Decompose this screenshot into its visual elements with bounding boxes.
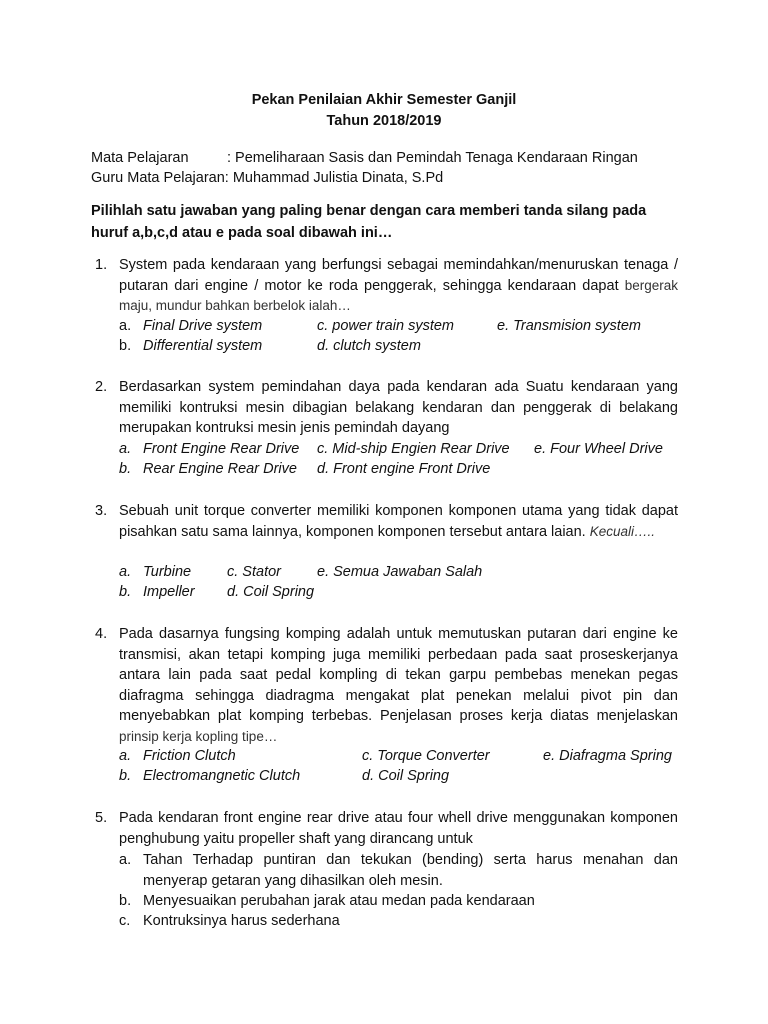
question-text xyxy=(119,624,678,748)
option-letter: b. xyxy=(119,338,132,354)
question-number: 1. xyxy=(95,257,108,273)
option-d[interactable]: d. Front engine Front Drive xyxy=(317,461,491,477)
question-body: Pada dasarnya fungsing komping adalah untuk memutuskan putaran dari engine ke transmisi, akan tetapi komping juga memiliki perbedaan pada saat proseskerjanya antara lain pada saat pedal kompling di tekan garpu pembebas menekan pegas diafragma sehingga diadragma mengakat plat penekan melalui pivot pin dan menyebabkan plat komping terbebas. Penjelasan proses kerja diatas menjelaskan xyxy=(119,626,678,725)
option-d[interactable]: d. Coil Spring xyxy=(227,584,315,600)
question-number: 4. xyxy=(95,626,108,642)
option-c[interactable]: c. Mid-ship Engien Rear Drive xyxy=(317,441,510,457)
exam-year: Tahun 2018/2019 xyxy=(326,113,442,129)
exam-title: Pekan Penilaian Akhir Semester Ganjil xyxy=(251,92,517,108)
option-letter: b. xyxy=(119,584,132,600)
option-letter: b. xyxy=(119,768,132,784)
teacher-line: Guru Mata Pelajaran: Muhammad Julistia Dinata, S.Pd xyxy=(91,170,444,186)
question-text: Berdasarkan system pemindahan daya pada kendaran ada Suatu kendaraan yang memiliki kontruksi mesin dibagian belakang kendaran dan penggerak di belakang merupakan kontruksi mesin jenis pemindah dayang xyxy=(119,379,678,437)
option-e[interactable]: e. Four Wheel Drive xyxy=(534,441,663,457)
subject-value: : Pemeliharaan Sasis dan Pemindah Tenaga Kendaraan Ringan xyxy=(227,150,638,166)
option-letter: a. xyxy=(119,852,132,868)
question-body: System pada kendaraan yang berfungsi sebagai memindahkan/menuruskan tenaga / putaran dari engine / motor ke roda penggerak, sehingga kendaraan dapat xyxy=(119,257,678,294)
option-b[interactable]: Differential system xyxy=(143,338,263,354)
option-letter: b. xyxy=(119,893,132,909)
option-a[interactable]: Turbine xyxy=(143,564,192,580)
question-tail: bergerak maju, mundur bahkan berbelok ialah… xyxy=(119,277,678,314)
option-b[interactable]: Impeller xyxy=(143,584,195,600)
option-b[interactable]: Electromangnetic Clutch xyxy=(143,768,301,784)
question-number: 3. xyxy=(95,503,108,519)
option-e[interactable]: e. Diafragma Spring xyxy=(543,748,672,764)
option-b[interactable]: Menyesuaikan perubahan jarak atau medan pada kendaraan xyxy=(143,893,535,909)
option-c[interactable]: Kontruksinya harus sederhana xyxy=(143,913,340,929)
option-a[interactable]: Friction Clutch xyxy=(143,748,236,764)
question-body: Sebuah unit torque converter memiliki komponen komponen utama yang tidak dapat pisahkan satu sama lainnya, komponen komponen tersebut antara laian. xyxy=(119,503,678,540)
option-letter: a. xyxy=(119,748,132,764)
option-c[interactable]: c. Stator xyxy=(227,564,281,580)
option-letter: b. xyxy=(119,461,132,477)
question-text xyxy=(119,501,678,542)
option-e[interactable]: e. Semua Jawaban Salah xyxy=(317,564,483,580)
option-letter: a. xyxy=(119,318,132,334)
option-d[interactable]: d. Coil Spring xyxy=(362,768,450,784)
question-number: 5. xyxy=(95,810,108,826)
option-e[interactable]: e. Transmision system xyxy=(497,318,641,334)
option-c[interactable]: c. Torque Converter xyxy=(362,748,490,764)
question-text xyxy=(119,255,678,317)
option-a[interactable]: Final Drive system xyxy=(143,318,263,334)
option-letter: a. xyxy=(119,564,132,580)
subject-label: Mata Pelajaran xyxy=(91,150,189,166)
option-d[interactable]: d. clutch system xyxy=(317,338,421,354)
option-letter: a. xyxy=(119,441,132,457)
question-tail: prinsip kerja kopling tipe… xyxy=(119,728,278,744)
option-a[interactable]: Tahan Terhadap puntiran dan tekukan (bending) serta harus menahan dan menyerap getaran yang dihasilkan oleh mesin. xyxy=(143,852,678,889)
option-letter: c. xyxy=(119,913,131,929)
question-number: 2. xyxy=(95,379,108,395)
question-tail: Kecuali….. xyxy=(589,523,656,539)
option-c[interactable]: c. power train system xyxy=(317,318,454,334)
option-a[interactable]: Front Engine Rear Drive xyxy=(143,441,300,457)
question-text: Pada kendaran front engine rear drive atau four whell drive menggunakan komponen penghubung yaitu propeller shaft yang dirancang untuk xyxy=(119,810,678,847)
option-b[interactable]: Rear Engine Rear Drive xyxy=(143,461,297,477)
instruction: Pilihlah satu jawaban yang paling benar dengan cara memberi tanda silang pada huruf a,b,c,d atau e pada soal dibawah ini… xyxy=(91,203,647,241)
